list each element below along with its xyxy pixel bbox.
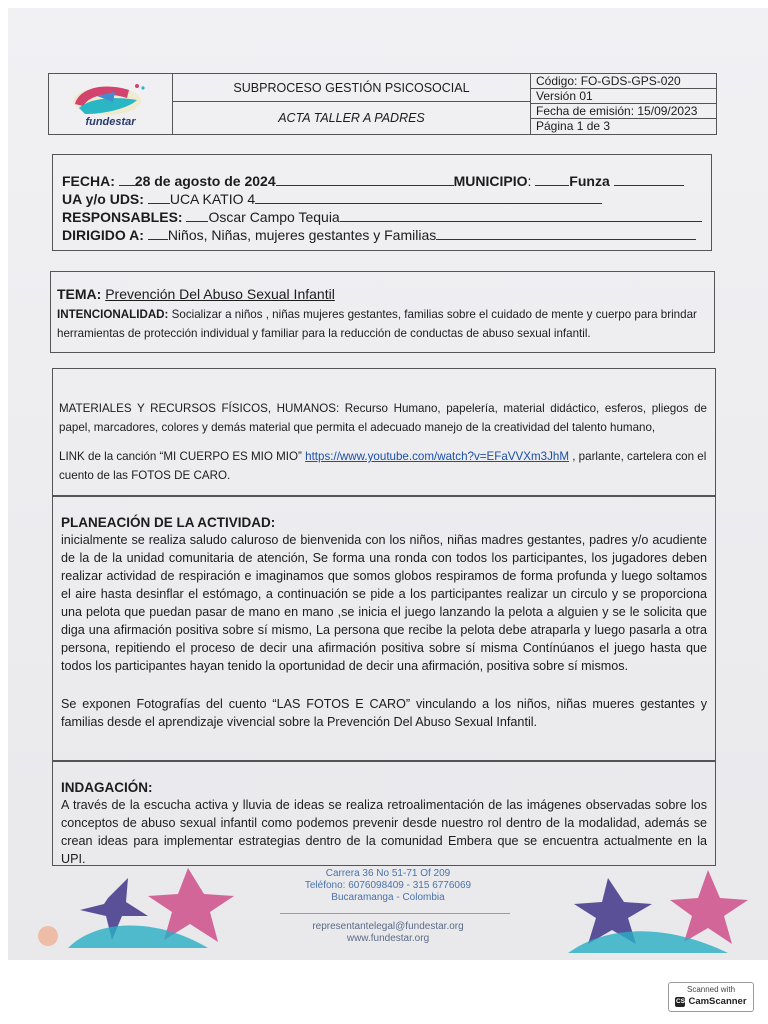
- fecha-label: FECHA:: [62, 173, 115, 189]
- camscanner-name: CamScanner: [688, 996, 747, 1007]
- document-code: Código: FO-GDS-GPS-020: [531, 74, 716, 89]
- dirigido-label: DIRIGIDO A:: [62, 227, 144, 243]
- process-name: SUBPROCESO GESTIÓN PSICOSOCIAL: [173, 74, 530, 102]
- page-number: Página 1 de 3: [536, 119, 611, 133]
- footer-divider: [280, 913, 510, 914]
- issue-date: Fecha de emisión: 15/09/2023: [531, 104, 716, 119]
- planeacion-title: PLANEACIÓN DE LA ACTIVIDAD:: [61, 515, 276, 530]
- intencionalidad-value: Socializar a niños , niñas mujeres gestantes, familias sobre el cuidado de mente y cuerpo para brindar herramientas de protección individual y familiar para la reducción de conductas de abuso sexual infantil.: [57, 308, 697, 340]
- camscanner-brand: [673, 996, 749, 1007]
- indagacion-paragraph: A través de la escucha activa y lluvia de ideas se realiza retroalimentación de las imágenes observadas sobre los conceptos de abuso sexual infantil como podemos prevenir desde nuestro rol dentro de la modalidad, además se crean ideas para implementar estrategias dentro de la comunidad Embera que se encuentra actualmente en la UPI.: [61, 798, 707, 866]
- youtube-link[interactable]: https://www.youtube.com/watch?v=EFaVVXm3JhM: [305, 450, 569, 463]
- footer-web: [208, 921, 568, 945]
- dirigido-value: Niños, Niñas, mujeres gestantes y Familias: [167, 227, 437, 243]
- document-title: ACTA TALLER A PADRES: [278, 111, 425, 125]
- footer-phone: Teléfono: 6076098409 - 315 6776069: [304, 880, 472, 891]
- tema-row: [57, 286, 335, 302]
- materiales-text: MATERIALES Y RECURSOS FÍSICOS, HUMANOS: Recurso Humano, papelería, material didáctico, esferos, pliegos de papel, marcadores, colores y demás material que permita el adecuado manejo de la creatividad del talento humano,: [59, 402, 707, 434]
- camscanner-badge: [668, 982, 754, 1012]
- tema-section: [50, 271, 715, 353]
- ua-value: UCA KATIO 4: [169, 191, 256, 207]
- fundestar-logo: [49, 74, 173, 134]
- planeacion-paragraph-2: Se exponen Fotografías del cuento “LAS FOTOS E CARO” vinculando a los niños, niñas mueres gestantes y familias desde el aprendizaje vivencial sobre la Prevención Del Abuso Sexual Infantil.: [61, 697, 707, 729]
- fecha-value: 28 de agosto de 2024: [134, 173, 276, 189]
- tema-label: TEMA:: [57, 286, 102, 302]
- document-metadata: [531, 74, 716, 134]
- planeacion-section: [52, 496, 716, 761]
- scanned-page: [8, 8, 768, 960]
- materiales-section: [52, 368, 716, 496]
- header-middle: [173, 74, 531, 134]
- form-fields: [52, 154, 712, 251]
- document-version: Versión 01: [531, 89, 716, 104]
- dirigido-row: [62, 224, 696, 243]
- responsables-row: [62, 206, 702, 225]
- logo-text: fundestar: [85, 116, 136, 128]
- planeacion-paragraph-1: inicialmente se realiza saludo caluroso de bienvenida con los niños, niñas madres gestantes, padres y/o acudiente de la de la unidad comunitaria de atención, Se forma una ronda con todos los participantes, los jugadores deben realizar actividad de respiración e imaginamos que somos globos respiramos de forma profunda y luego soltamos el aire hasta desinflar el estómago, a continuación se pide a los participantes realizar un circulo y se proporciona una pelota que puedan pasar de mano en mano ,se inicia el juego lanzando la pelota a alguien y se le solicita que diga una afirmación positiva sobre sí mismo, La persona que recibe la pelota debe atraparla y luego pasarla a otra persona, repitiendo el proceso de decir una afirmación positiva sobre sí misma Contínúanos el juego hasta que todos los participantes hayan tenido la oportunidad de decir una afirmación, positiva sobre sí mismos.: [61, 533, 707, 673]
- footer-email: representantelegal@fundestar.org: [312, 921, 464, 932]
- intencionalidad-label: INTENCIONALIDAD:: [57, 308, 169, 321]
- ua-label: UA y/o UDS:: [62, 191, 144, 207]
- responsables-value: Oscar Campo Tequia: [208, 209, 340, 225]
- municipio-value: Funza: [569, 173, 610, 189]
- footer-website: www.fundestar.org: [346, 933, 430, 944]
- link-prefix: LINK de la canción “MI CUERPO ES MIO MIO”: [59, 450, 302, 463]
- intencionalidad-text: [57, 305, 706, 343]
- footer-contact: [208, 868, 568, 904]
- indagacion-section: [52, 761, 716, 866]
- municipio-label: MUNICIPIO: [453, 173, 528, 189]
- responsables-label: RESPONSABLES:: [62, 209, 183, 225]
- ua-row: [62, 188, 602, 207]
- document-header: [48, 73, 717, 135]
- link-suffix: , parlante, cartelera con el cuento de las FOTOS DE CARO.: [59, 450, 707, 482]
- tema-value: Prevención Del Abuso Sexual Infantil: [105, 286, 335, 302]
- fecha-row: FECHA: 28 de agosto de 2024 MUNICIPIO: Funza: [62, 170, 684, 189]
- song-link-row: [59, 447, 707, 485]
- footer-address: Carrera 36 No 51-71 Of 209: [325, 868, 451, 879]
- footer-city: Bucaramanga - Colombia: [331, 892, 445, 903]
- scanned-with-text: Scanned with: [686, 985, 736, 994]
- camscanner-icon: CS: [675, 997, 685, 1005]
- indagacion-title: INDAGACIÓN:: [61, 780, 153, 795]
